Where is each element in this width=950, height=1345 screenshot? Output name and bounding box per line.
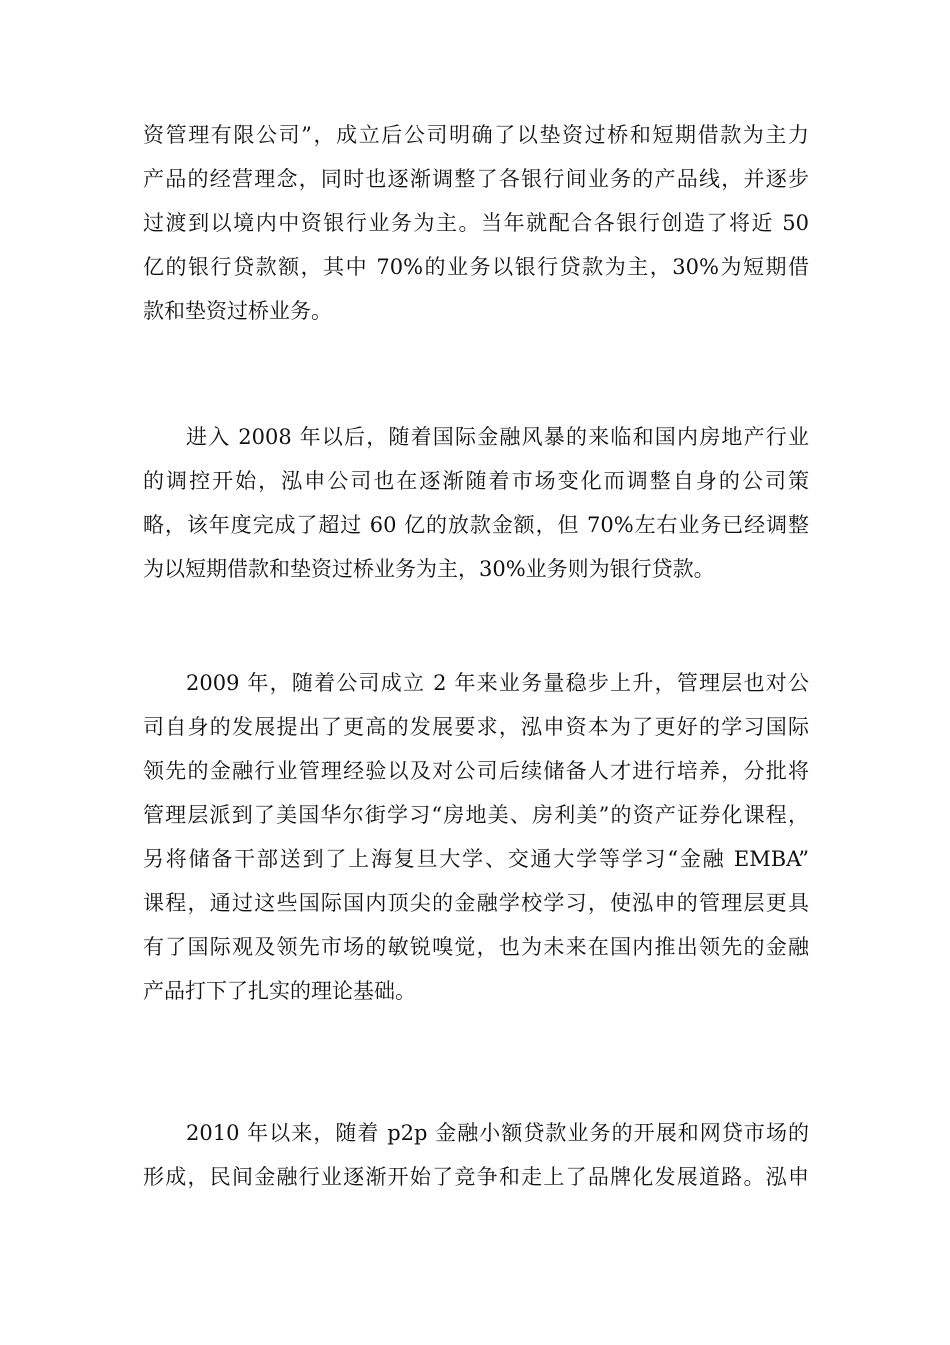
text-line: 过渡到以境内中资银行业务为主。当年就配合各银行创造了将近 50 — [143, 211, 809, 235]
text-line: 2009 年，随着公司成立 2 年来业务量稳步上升，管理层也对公 — [186, 671, 809, 695]
paragraph-2009 — [143, 661, 809, 1013]
text-line: 产品的经营理念，同时也逐渐调整了各银行间业务的产品线，并逐步 — [143, 167, 809, 191]
text-line: 产品打下了扎实的理论基础。 — [143, 979, 416, 1003]
text-line: 为以短期借款和垫资过桥业务为主，30%业务则为银行贷款。 — [143, 557, 715, 581]
text-line: 2010 年以来，随着 p2p 金融小额贷款业务的开展和网贷市场的 — [186, 1121, 809, 1145]
text-line: 款和垫资过桥业务。 — [143, 299, 332, 323]
text-line: 课程，通过这些国际国内顶尖的金融学校学习，使泓申的管理层更具 — [143, 891, 809, 915]
paragraph-2008 — [143, 415, 809, 591]
text-line: 有了国际观及领先市场的敏锐嗅觉，也为未来在国内推出领先的金融 — [143, 935, 809, 959]
text-line: 司自身的发展提出了更高的发展要求，泓申资本为了更好的学习国际 — [143, 715, 809, 739]
paragraph-company-founding — [143, 113, 809, 333]
text-line: 管理层派到了美国华尔街学习“房地美、房利美”的资产证券化课程， — [143, 803, 809, 827]
text-line: 资管理有限公司”，成立后公司明确了以垫资过桥和短期借款为主力 — [143, 123, 809, 147]
text-line: 形成，民间金融行业逐渐开始了竞争和走上了品牌化发展道路。泓申 — [143, 1165, 809, 1189]
paragraph-2010 — [143, 1111, 809, 1199]
text-line: 亿的银行贷款额，其中 70%的业务以银行贷款为主，30%为短期借 — [143, 255, 809, 279]
text-line: 领先的金融行业管理经验以及对公司后续储备人才进行培养，分批将 — [143, 759, 809, 783]
text-line: 的调控开始，泓申公司也在逐渐随着市场变化而调整自身的公司策 — [143, 469, 809, 493]
text-line: 另将储备干部送到了上海复旦大学、交通大学等学习“金融 EMBA” — [143, 847, 809, 871]
text-line: 略，该年度完成了超过 60 亿的放款金额，但 70%左右业务已经调整 — [143, 513, 809, 537]
text-line: 进入 2008 年以后，随着国际金融风暴的来临和国内房地产行业 — [186, 425, 809, 449]
